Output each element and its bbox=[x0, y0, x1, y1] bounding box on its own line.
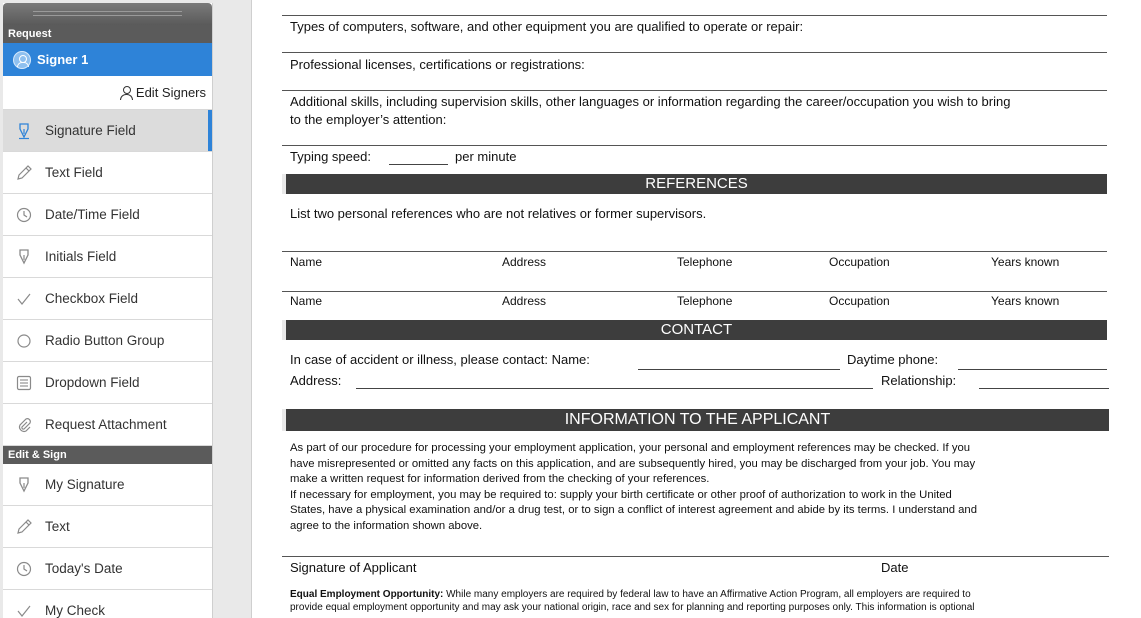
person-icon bbox=[120, 86, 132, 100]
signer-name: Signer 1 bbox=[37, 52, 89, 67]
eeo-title: Equal Employment Opportunity: bbox=[290, 589, 444, 600]
additional-skills-line-1: Additional skills, including supervision skills, other languages or information regarding the career/occupation you wish to bring bbox=[290, 94, 1011, 109]
tool-label: Today's Date bbox=[45, 561, 123, 576]
licenses-question: Professional licenses, certifications or registrations: bbox=[290, 57, 585, 72]
pencil-icon bbox=[3, 164, 45, 182]
contact-header: CONTACT bbox=[282, 320, 1107, 340]
additional-skills-line-2: to the employer’s attention: bbox=[290, 112, 447, 127]
address-blank[interactable] bbox=[356, 388, 873, 389]
info-line: have misrepresented or omitted any facts on this application, and are subsequently hired, you may be discharged from your job. You may bbox=[290, 457, 976, 470]
contact-instruction: In case of accident or illness, please contact: Name: bbox=[290, 352, 590, 367]
info-line: If necessary for employment, you may be required to: supply your birth certificate or other proof of authorization to work in the United bbox=[290, 488, 952, 501]
pen-nib-icon bbox=[3, 248, 45, 266]
tool-radio-group[interactable] bbox=[3, 320, 212, 362]
clock-icon bbox=[3, 560, 45, 578]
contact-name-blank[interactable] bbox=[638, 369, 840, 370]
tool-signature-field[interactable] bbox=[3, 110, 212, 152]
tool-label: Date/Time Field bbox=[45, 207, 140, 222]
tool-checkbox-field[interactable] bbox=[3, 278, 212, 320]
document-page[interactable] bbox=[251, 0, 1141, 618]
tool-label: Request Attachment bbox=[45, 417, 167, 432]
clock-icon bbox=[3, 206, 45, 224]
tool-label: Text Field bbox=[45, 165, 103, 180]
tool-label: Signature Field bbox=[45, 123, 136, 138]
user-avatar-icon bbox=[13, 51, 31, 69]
pen-nib-icon bbox=[3, 122, 45, 140]
signer-selector[interactable] bbox=[3, 43, 212, 76]
tool-todays-date[interactable] bbox=[3, 548, 212, 590]
info-line: make a written request for information derived from the checking of your references. bbox=[290, 473, 710, 485]
typing-speed-unit: per minute bbox=[455, 149, 517, 164]
tool-my-signature[interactable] bbox=[3, 464, 212, 506]
tool-datetime-field[interactable] bbox=[3, 194, 212, 236]
edit-sign-section-header: Edit & Sign bbox=[3, 446, 212, 464]
pen-nib-icon bbox=[3, 476, 45, 494]
tool-text[interactable] bbox=[3, 506, 212, 548]
ref2-years-known-label: Years known bbox=[991, 294, 1060, 308]
divider bbox=[282, 145, 1107, 146]
tool-label: Dropdown Field bbox=[45, 375, 140, 390]
signature-label: Signature of Applicant bbox=[290, 560, 417, 575]
eeo-paragraph bbox=[290, 588, 1102, 614]
information-header: INFORMATION TO THE APPLICANT bbox=[282, 409, 1109, 431]
sidebar-drag-handle[interactable] bbox=[3, 3, 212, 25]
signature-line bbox=[282, 556, 1109, 557]
divider bbox=[282, 90, 1107, 91]
info-line: States, have a physical examination and/or a drug test, or to sign a conflict of interest agreement and abide by its terms. I understand and bbox=[290, 504, 977, 516]
edit-signers-button[interactable] bbox=[3, 76, 212, 110]
information-paragraph bbox=[290, 441, 1102, 534]
info-line: agree to the information shown above. bbox=[290, 519, 483, 532]
address-label: Address: bbox=[290, 373, 342, 388]
divider bbox=[282, 251, 1107, 252]
ref2-name-label: Name bbox=[290, 294, 323, 308]
field-tools-sidebar bbox=[3, 3, 213, 618]
typing-speed-label: Typing speed: bbox=[290, 149, 371, 164]
eeo-line: While many employers are required by federal law to have an Affirmative Action Program, all employers are required to bbox=[443, 589, 971, 600]
tool-label: Text bbox=[45, 519, 70, 534]
ref2-address-label: Address bbox=[502, 294, 547, 308]
tool-dropdown-field[interactable] bbox=[3, 362, 212, 404]
request-section-header: Request bbox=[3, 25, 212, 43]
tool-label: Radio Button Group bbox=[45, 333, 165, 348]
circle-icon bbox=[3, 332, 45, 350]
pencil-icon bbox=[3, 518, 45, 536]
references-header: REFERENCES bbox=[282, 174, 1107, 194]
tool-my-check[interactable] bbox=[3, 590, 212, 618]
info-line: As part of our procedure for processing your employment application, your personal and employment references may be checked. If you bbox=[290, 442, 971, 454]
checkmark-icon bbox=[3, 602, 45, 618]
tool-text-field[interactable] bbox=[3, 152, 212, 194]
eeo-line: provide equal employment opportunity and may ask your national origin, race and sex for planning and reporting purposes only. This information is optional bbox=[290, 602, 975, 613]
relationship-blank[interactable] bbox=[979, 388, 1109, 389]
edit-signers-label: Edit Signers bbox=[135, 85, 206, 100]
ref2-occupation-label: Occupation bbox=[829, 294, 890, 308]
paperclip-icon bbox=[3, 416, 45, 434]
ref2-telephone-label: Telephone bbox=[677, 294, 733, 308]
divider bbox=[282, 52, 1107, 53]
relationship-label: Relationship: bbox=[881, 373, 957, 388]
tool-request-attachment[interactable] bbox=[3, 404, 212, 446]
tool-label: My Check bbox=[45, 603, 106, 618]
tool-initials-field[interactable] bbox=[3, 236, 212, 278]
ref1-telephone-label: Telephone bbox=[677, 255, 733, 269]
checkmark-icon bbox=[3, 290, 45, 308]
date-label: Date bbox=[881, 560, 909, 575]
tool-label: Checkbox Field bbox=[45, 291, 139, 306]
ref1-years-known-label: Years known bbox=[991, 255, 1060, 269]
daytime-phone-label: Daytime phone: bbox=[847, 352, 939, 367]
references-instruction: List two personal references who are not relatives or former supervisors. bbox=[290, 206, 707, 221]
tool-label: My Signature bbox=[45, 477, 125, 492]
tool-label: Initials Field bbox=[45, 249, 117, 264]
daytime-phone-blank[interactable] bbox=[958, 369, 1107, 370]
ref1-address-label: Address bbox=[502, 255, 547, 269]
ref1-occupation-label: Occupation bbox=[829, 255, 890, 269]
ref1-name-label: Name bbox=[290, 255, 323, 269]
computers-question: Types of computers, software, and other equipment you are qualified to operate or repair: bbox=[290, 19, 804, 34]
divider bbox=[282, 15, 1107, 16]
dropdown-list-icon bbox=[3, 374, 45, 392]
divider bbox=[282, 291, 1107, 292]
typing-speed-blank[interactable] bbox=[389, 164, 448, 165]
